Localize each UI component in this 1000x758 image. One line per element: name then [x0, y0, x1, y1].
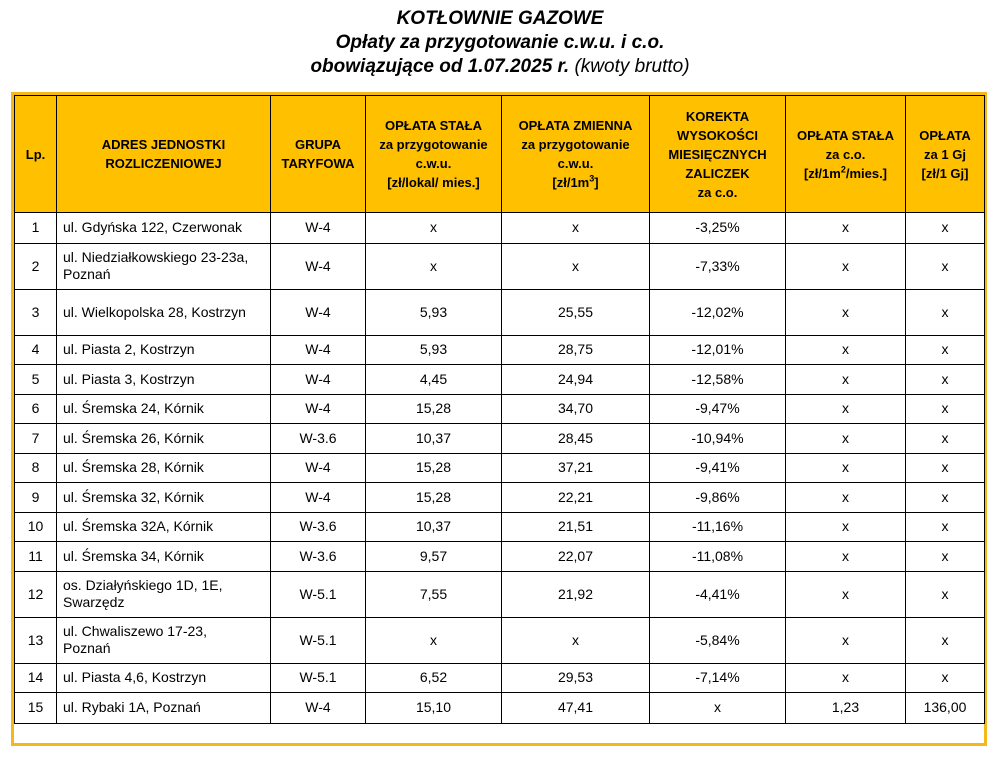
cell-address-line-1: ul. Chwaliszewo 17-23,: [63, 623, 207, 639]
cell-gj: 136,00: [906, 693, 985, 724]
cell-fixed-cwu: 5,93: [366, 289, 502, 335]
cell-group: W-4: [271, 394, 366, 424]
header-fixed-co-unit: [zł/1m: [803, 165, 841, 181]
header-gj-line-2: za 1 Gj: [924, 146, 966, 162]
header-var-cwu-unit-end: ]: [594, 175, 599, 190]
cell-lp: 3: [15, 289, 57, 335]
cell-fixed-cwu: 10,37: [366, 512, 502, 542]
cell-gj: x: [906, 453, 985, 483]
table-row: [15, 424, 985, 454]
cell-address-line-1: ul. Gdyńska 122, Czerwonak: [63, 219, 242, 236]
title-line-1: KOTŁOWNIE GAZOWE: [396, 8, 604, 29]
cell-correction: -11,16%: [650, 512, 786, 542]
header-var-cwu: [502, 96, 650, 213]
cell-gj: x: [906, 542, 985, 572]
table-row: [15, 453, 985, 483]
cell-fixed-co: x: [786, 365, 906, 395]
cell-group: W-3.6: [271, 542, 366, 572]
header-var-cwu-line-1: OPŁATA ZMIENNA: [518, 118, 633, 133]
cell-lp: 12: [15, 571, 57, 617]
cell-gj: x: [906, 483, 985, 513]
cell-address: [57, 289, 271, 335]
header-gj-line-1: OPŁATA: [919, 127, 971, 143]
header-lp-text: Lp.: [25, 146, 46, 162]
cell-correction: -5,84%: [650, 617, 786, 663]
cell-group: W-5.1: [271, 571, 366, 617]
cell-address: [57, 512, 271, 542]
table-row: [15, 243, 985, 289]
cell-fixed-cwu: 15,10: [366, 693, 502, 724]
header-fixed-co-line-1: OPŁATA STAŁA: [796, 127, 894, 143]
cell-fixed-cwu: 7,55: [366, 571, 502, 617]
cell-group: W-5.1: [271, 617, 366, 663]
cell-address-line-1: ul. Śremska 32A, Kórnik: [63, 518, 214, 535]
cell-gj: x: [906, 243, 985, 289]
title-line-3-note: (kwoty brutto): [569, 56, 690, 77]
cell-correction: -9,86%: [650, 483, 786, 513]
table-row: [15, 335, 985, 365]
cell-var-cwu: x: [502, 617, 650, 663]
cell-fixed-cwu: 9,57: [366, 542, 502, 572]
cell-address-line-1: ul. Śremska 28, Kórnik: [63, 459, 204, 476]
cell-var-cwu: 34,70: [502, 394, 650, 424]
cell-group: W-4: [271, 335, 366, 365]
cell-lp: 6: [15, 394, 57, 424]
table-row: [15, 365, 985, 395]
cell-fixed-cwu: 15,28: [366, 394, 502, 424]
tariff-table: [14, 95, 985, 724]
cell-address: [57, 365, 271, 395]
cell-gj: x: [906, 289, 985, 335]
header-var-cwu-line-2: za przygotowanie: [521, 137, 630, 152]
cell-correction: -12,01%: [650, 335, 786, 365]
cell-lp: 14: [15, 663, 57, 693]
cell-fixed-cwu: 6,52: [366, 663, 502, 693]
cell-fixed-co: x: [786, 542, 906, 572]
table-row: [15, 617, 985, 663]
header-address: [57, 96, 271, 213]
header-corr-line-3: MIESIĘCZNYCH: [668, 146, 767, 162]
cell-correction: -3,25%: [650, 213, 786, 244]
cell-lp: 10: [15, 512, 57, 542]
cell-fixed-co: x: [786, 213, 906, 244]
cell-fixed-co: x: [786, 483, 906, 513]
cell-lp: 1: [15, 213, 57, 244]
header-fixed-cwu-line-1: OPŁATA STAŁA: [384, 118, 482, 133]
cell-fixed-co: x: [786, 453, 906, 483]
header-address-line-1: ADRES JEDNOSTKI: [101, 137, 226, 152]
document-title: [0, 0, 1000, 84]
cell-address-line-1: ul. Śremska 32, Kórnik: [63, 488, 204, 505]
cell-fixed-co: x: [786, 394, 906, 424]
header-group-line-2: TARYFOWA: [281, 156, 355, 171]
cell-address-line-2: Poznań: [63, 266, 111, 282]
cell-gj: x: [906, 365, 985, 395]
cell-correction: -9,47%: [650, 394, 786, 424]
cell-var-cwu: 22,07: [502, 542, 650, 572]
header-fixed-cwu-line-3: c.w.u.: [415, 156, 452, 171]
header-fixed-co: [786, 96, 906, 213]
cell-address: [57, 542, 271, 572]
cell-group: W-4: [271, 243, 366, 289]
cell-group: W-4: [271, 289, 366, 335]
header-fixed-co-unit-end: /mies.]: [845, 165, 888, 181]
title-line-3-bold: obowiązujące od 1.07.2025 r.: [310, 56, 570, 77]
cell-address-line-2: Poznań: [63, 640, 111, 656]
cell-lp: 8: [15, 453, 57, 483]
cell-correction: -12,02%: [650, 289, 786, 335]
cell-var-cwu: 21,51: [502, 512, 650, 542]
cell-address: [57, 424, 271, 454]
cell-fixed-cwu: 10,37: [366, 424, 502, 454]
table-row: [15, 663, 985, 693]
cell-address-line-1: ul. Śremska 26, Kórnik: [63, 429, 204, 446]
cell-var-cwu: x: [502, 213, 650, 244]
title-line-3: [0, 55, 1000, 79]
cell-correction: -9,41%: [650, 453, 786, 483]
cell-fixed-co: x: [786, 663, 906, 693]
header-corr-line-4: ZALICZEK: [685, 165, 750, 181]
cell-fixed-co: x: [786, 571, 906, 617]
header-fixed-co-sup: 2: [840, 164, 846, 175]
cell-var-cwu: 24,94: [502, 365, 650, 395]
cell-address-line-1: ul. Wielkopolska 28, Kostrzyn: [63, 303, 246, 320]
cell-address: [57, 394, 271, 424]
header-fixed-cwu-line-2: za przygotowanie: [379, 137, 488, 152]
header-correction: [650, 96, 786, 213]
cell-correction: -10,94%: [650, 424, 786, 454]
cell-fixed-cwu: x: [366, 213, 502, 244]
cell-address-line-1: ul. Śremska 34, Kórnik: [63, 547, 204, 564]
cell-group: W-5.1: [271, 663, 366, 693]
cell-gj: x: [906, 663, 985, 693]
cell-address: [57, 335, 271, 365]
cell-group: W-4: [271, 453, 366, 483]
header-group: [271, 96, 366, 213]
cell-address: [57, 483, 271, 513]
cell-var-cwu: 37,21: [502, 453, 650, 483]
cell-group: W-4: [271, 483, 366, 513]
cell-fixed-co: x: [786, 617, 906, 663]
cell-fixed-co: 1,23: [786, 693, 906, 724]
header-group-line-1: GRUPA: [295, 137, 341, 152]
header-var-cwu-line-3: c.w.u.: [557, 156, 594, 171]
cell-gj: x: [906, 571, 985, 617]
cell-group: W-4: [271, 365, 366, 395]
cell-lp: 5: [15, 365, 57, 395]
header-corr-line-1: KOREKTA: [685, 108, 750, 124]
cell-var-cwu: 21,92: [502, 571, 650, 617]
cell-fixed-cwu: 5,93: [366, 335, 502, 365]
cell-address: [57, 453, 271, 483]
title-line-2: Opłaty za przygotowanie c.w.u. i c.o.: [335, 32, 665, 53]
cell-address: [57, 571, 271, 617]
cell-group: W-3.6: [271, 424, 366, 454]
cell-fixed-co: x: [786, 243, 906, 289]
cell-address-line-1: ul. Śremska 24, Kórnik: [63, 400, 204, 417]
cell-var-cwu: x: [502, 243, 650, 289]
cell-address-line-1: ul. Piasta 3, Kostrzyn: [63, 370, 195, 387]
cell-var-cwu: 28,75: [502, 335, 650, 365]
cell-group: W-3.6: [271, 512, 366, 542]
header-fixed-cwu: [366, 96, 502, 213]
cell-address: [57, 213, 271, 244]
table-row: [15, 542, 985, 572]
cell-correction: -12,58%: [650, 365, 786, 395]
cell-lp: 4: [15, 335, 57, 365]
cell-gj: x: [906, 335, 985, 365]
cell-group: W-4: [271, 213, 366, 244]
cell-gj: x: [906, 394, 985, 424]
cell-address-line-2: Swarzędz: [63, 594, 125, 610]
cell-lp: 13: [15, 617, 57, 663]
cell-gj: x: [906, 512, 985, 542]
cell-address-line-1: ul. Niedziałkowskiego 23-23a,: [63, 249, 249, 265]
cell-address-line-1: ul. Rybaki 1A, Poznań: [63, 699, 201, 716]
cell-fixed-co: x: [786, 512, 906, 542]
table-row: [15, 289, 985, 335]
cell-address: [57, 617, 271, 663]
cell-fixed-co: x: [786, 289, 906, 335]
cell-fixed-cwu: 15,28: [366, 453, 502, 483]
cell-fixed-cwu: 4,45: [366, 365, 502, 395]
header-fixed-co-line-2: za c.o.: [825, 146, 866, 162]
cell-correction: -4,41%: [650, 571, 786, 617]
header-var-cwu-sup: 3: [589, 173, 595, 184]
cell-lp: 9: [15, 483, 57, 513]
cell-fixed-co: x: [786, 424, 906, 454]
cell-address-line-1: os. Działyńskiego 1D, 1E,: [63, 577, 223, 593]
cell-gj: x: [906, 617, 985, 663]
cell-group: W-4: [271, 693, 366, 724]
header-fixed-cwu-line-4: [zł/lokal/ mies.]: [387, 175, 480, 190]
table-row: [15, 213, 985, 244]
header-var-cwu-unit: [zł/1m: [552, 175, 590, 190]
header-var-cwu-line-4: [506, 173, 645, 192]
cell-lp: 7: [15, 424, 57, 454]
cell-correction: -7,14%: [650, 663, 786, 693]
cell-var-cwu: 47,41: [502, 693, 650, 724]
cell-fixed-co: x: [786, 335, 906, 365]
header-lp: [15, 96, 57, 213]
cell-var-cwu: 22,21: [502, 483, 650, 513]
cell-address-line-1: ul. Piasta 2, Kostrzyn: [63, 341, 195, 358]
cell-correction: -7,33%: [650, 243, 786, 289]
cell-lp: 15: [15, 693, 57, 724]
table-row: [15, 571, 985, 617]
table-row: [15, 512, 985, 542]
cell-address: [57, 663, 271, 693]
cell-var-cwu: 29,53: [502, 663, 650, 693]
cell-lp: 2: [15, 243, 57, 289]
cell-lp: 11: [15, 542, 57, 572]
header-gj-line-3: [zł/1 Gj]: [921, 165, 969, 181]
cell-correction: x: [650, 693, 786, 724]
cell-address: [57, 243, 271, 289]
header-corr-line-5: za c.o.: [697, 184, 738, 200]
cell-gj: x: [906, 424, 985, 454]
header-fixed-co-line-3: [790, 164, 901, 183]
cell-fixed-cwu: x: [366, 243, 502, 289]
table-row: [15, 693, 985, 724]
cell-gj: x: [906, 213, 985, 244]
cell-var-cwu: 25,55: [502, 289, 650, 335]
header-corr-line-2: WYSOKOŚCI: [677, 127, 758, 143]
cell-fixed-cwu: x: [366, 617, 502, 663]
cell-fixed-cwu: 15,28: [366, 483, 502, 513]
cell-address-line-1: ul. Piasta 4,6, Kostrzyn: [63, 669, 207, 686]
cell-address: [57, 693, 271, 724]
header-address-line-2: ROZLICZENIOWEJ: [105, 156, 222, 171]
table-row: [15, 394, 985, 424]
header-gj: [906, 96, 985, 213]
cell-correction: -11,08%: [650, 542, 786, 572]
table-row: [15, 483, 985, 513]
header-row: [15, 96, 985, 213]
cell-var-cwu: 28,45: [502, 424, 650, 454]
